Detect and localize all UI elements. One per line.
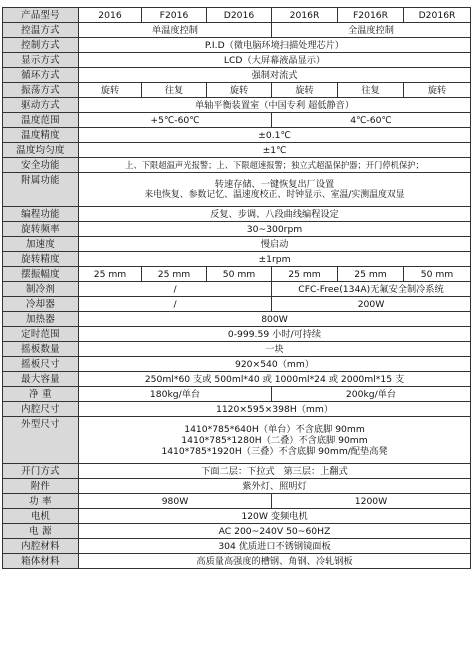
row-label: 温度精度 [3, 128, 79, 143]
value-cell: 紫外灯、照明灯 [79, 479, 471, 494]
table-row [3, 98, 471, 113]
value-cell: / [79, 297, 272, 312]
table-row [3, 158, 471, 173]
value-cell: 200kg/单台 [272, 387, 471, 402]
row-label: 安全功能 [3, 158, 79, 173]
value-cell: 304 优质进口不锈钢镜面板 [79, 539, 471, 554]
value-cell: P.I.D（微电脑环境扫描处理芯片） [79, 38, 471, 53]
value-cell: AC 200~240V 50~60HZ [79, 524, 471, 539]
row-label: 最大容量 [3, 372, 79, 387]
table-row [3, 312, 471, 327]
value-cell: 往复 [338, 83, 404, 98]
table-row [3, 128, 471, 143]
value-cell: 250ml*60 支或 500ml*40 或 1000ml*24 或 2000ml*15 支 [79, 372, 471, 387]
value-cell: 800W [79, 312, 471, 327]
value-cell: 高质量高强度的槽钢、角钢、冷轧钢板 [79, 554, 471, 569]
row-label: 温度均匀度 [3, 143, 79, 158]
row-label: 电机 [3, 509, 79, 524]
row-label: 循环方式 [3, 68, 79, 83]
row-label: 功 率 [3, 494, 79, 509]
table-row [3, 237, 471, 252]
row-label: 产品型号 [3, 8, 79, 23]
table-row [3, 417, 471, 464]
table-row [3, 524, 471, 539]
table-row [3, 143, 471, 158]
table-row [3, 479, 471, 494]
value-cell: 0-999.59 小时/可持续 [79, 327, 471, 342]
row-label: 净 重 [3, 387, 79, 402]
value-cell: 旋转 [272, 83, 338, 98]
value-cell: 旋转 [79, 83, 142, 98]
value-cell: 1200W [272, 494, 471, 509]
table-row [3, 342, 471, 357]
value-cell: ±1℃ [79, 143, 471, 158]
value-cell: 旋转 [207, 83, 272, 98]
value-cell: 180kg/单台 [79, 387, 272, 402]
row-label: 摆振幅度 [3, 267, 79, 282]
value-cell: 下面二层：下拉式 第三层：上翻式 [79, 464, 471, 479]
value-cell: 一块 [79, 342, 471, 357]
value-cell: 强制对流式 [79, 68, 471, 83]
row-label: 控制方式 [3, 38, 79, 53]
row-label: 编程功能 [3, 207, 79, 222]
value-cell: ±0.1℃ [79, 128, 471, 143]
row-label: 控温方式 [3, 23, 79, 38]
row-label: 振荡方式 [3, 83, 79, 98]
table-row [3, 68, 471, 83]
value-cell: LCD（大屏幕液晶显示） [79, 53, 471, 68]
table-row [3, 252, 471, 267]
value-cell [79, 417, 471, 464]
model-cell: 2016 [79, 8, 142, 23]
row-label: 驱动方式 [3, 98, 79, 113]
value-cell [79, 173, 471, 207]
table-row [3, 297, 471, 312]
value-cell: 30~300rpm [79, 222, 471, 237]
row-label: 电 源 [3, 524, 79, 539]
value-cell: 920×540（mm） [79, 357, 471, 372]
value-cell: 25 mm [142, 267, 207, 282]
row-label: 外型尺寸 [3, 417, 79, 464]
value-cell: 50 mm [207, 267, 272, 282]
value-cell: 旋转 [404, 83, 471, 98]
row-label: 箱体材料 [3, 554, 79, 569]
row-label: 旋转精度 [3, 252, 79, 267]
table-row [3, 372, 471, 387]
table-row [3, 387, 471, 402]
table-row [3, 402, 471, 417]
value-cell: ±1rpm [79, 252, 471, 267]
table-row [3, 207, 471, 222]
table-row [3, 83, 471, 98]
value-cell: +5℃-60℃ [79, 113, 272, 128]
table-row [3, 494, 471, 509]
value-cell: 4℃-60℃ [272, 113, 471, 128]
value-cell: 120W 变频电机 [79, 509, 471, 524]
table-row [3, 509, 471, 524]
row-label: 旋转频率 [3, 222, 79, 237]
value-cell: 反复、步调、八段曲线编程设定 [79, 207, 471, 222]
spec-table [2, 7, 471, 569]
row-label: 附属功能 [3, 173, 79, 207]
value-cell: 上、下限超温声光报警；上、下限超速报警；独立式超温保护器；开门停机保护； [79, 158, 471, 173]
model-cell: D2016R [404, 8, 471, 23]
table-row [3, 113, 471, 128]
row-label: 显示方式 [3, 53, 79, 68]
value-cell: 1120×595×398H（mm） [79, 402, 471, 417]
table-row [3, 222, 471, 237]
model-cell: 2016R [272, 8, 338, 23]
table-row [3, 267, 471, 282]
table-row [3, 357, 471, 372]
model-cell: F2016 [142, 8, 207, 23]
value-cell: 25 mm [272, 267, 338, 282]
table-row [3, 327, 471, 342]
model-cell: D2016 [207, 8, 272, 23]
table-row [3, 23, 471, 38]
table-row [3, 539, 471, 554]
value-cell: 980W [79, 494, 272, 509]
row-label: 摇板数量 [3, 342, 79, 357]
text-line: 1410*785*1920H（三叠）不含底脚 90mm/配垫高凳 [161, 445, 388, 457]
row-label: 附件 [3, 479, 79, 494]
value-cell: 慢启动 [79, 237, 471, 252]
table-row [3, 282, 471, 297]
row-label: 摇板尺寸 [3, 357, 79, 372]
row-label: 冷却器 [3, 297, 79, 312]
row-label: 加速度 [3, 237, 79, 252]
value-cell: 往复 [142, 83, 207, 98]
table-row [3, 8, 471, 23]
row-label: 内腔尺寸 [3, 402, 79, 417]
value-cell: 单温度控制 [79, 23, 272, 38]
model-cell: F2016R [338, 8, 404, 23]
value-cell: / [79, 282, 272, 297]
value-cell: 全温度控制 [272, 23, 471, 38]
table-row [3, 38, 471, 53]
row-label: 定时范围 [3, 327, 79, 342]
text-line: 转速存储、一键恢复出厂设置 [214, 178, 335, 190]
value-cell: CFC-Free(134A)无氟安全制冷系统 [272, 282, 471, 297]
value-cell: 50 mm [404, 267, 471, 282]
row-label: 内腔材料 [3, 539, 79, 554]
value-cell: 25 mm [79, 267, 142, 282]
table-row [3, 173, 471, 207]
text-line: 来电恢复、参数记忆、温速度校正、时钟显示、室温/实测温度双显 [144, 189, 405, 200]
text-line: 1410*785*640H（单台）不含底脚 90mm [184, 423, 365, 435]
text-line: 1410*785*1280H（二叠）不含底脚 90mm [181, 434, 368, 446]
value-cell: 单轴平衡装置室（中国专利 超低静音） [79, 98, 471, 113]
table-row [3, 554, 471, 569]
row-label: 开门方式 [3, 464, 79, 479]
value-cell: 25 mm [338, 267, 404, 282]
row-label: 制冷剂 [3, 282, 79, 297]
table-row [3, 53, 471, 68]
row-label: 加热器 [3, 312, 79, 327]
row-label: 温度范围 [3, 113, 79, 128]
table-row [3, 464, 471, 479]
value-cell: 200W [272, 297, 471, 312]
